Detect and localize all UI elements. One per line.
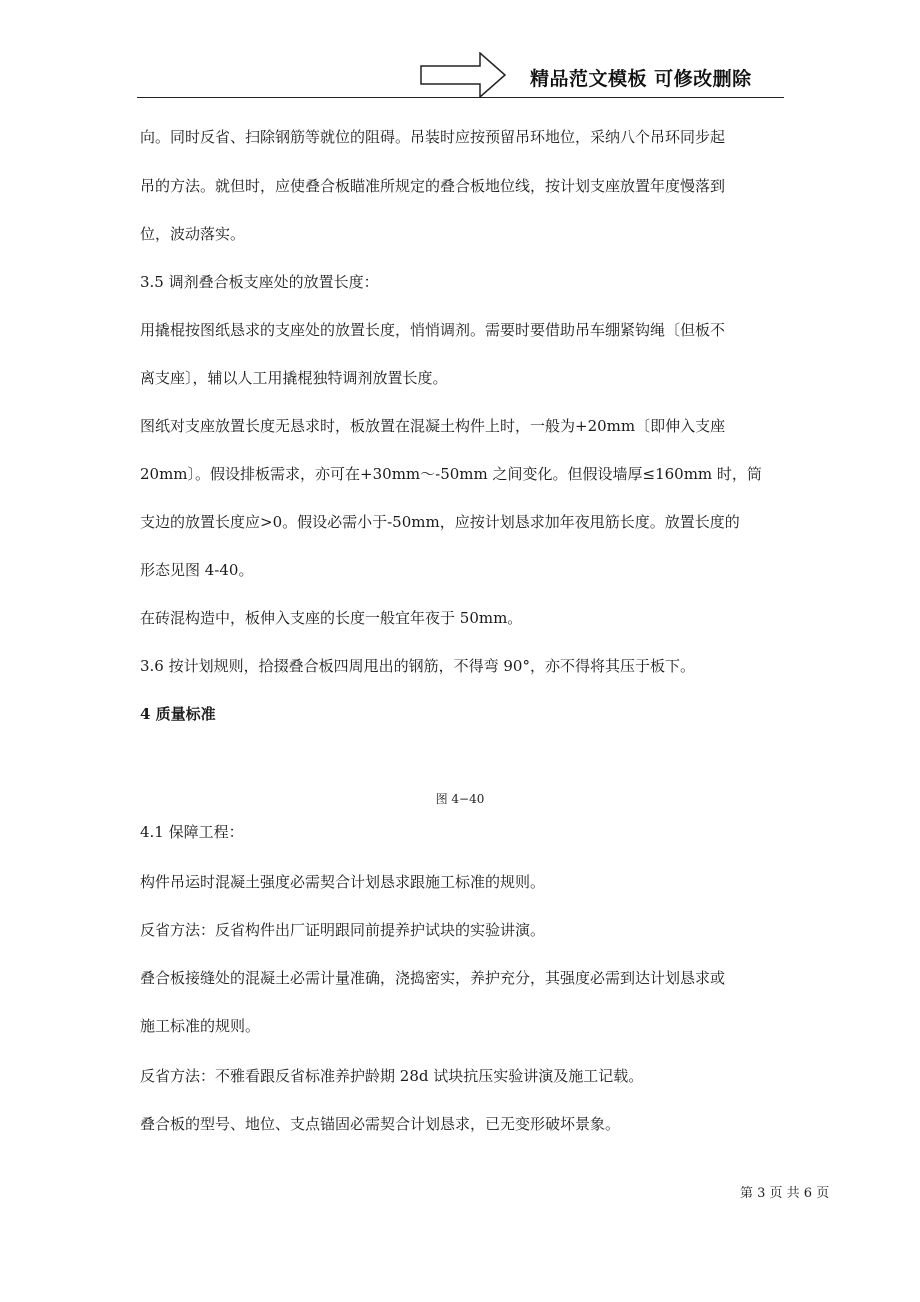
paragraph-line: 构件吊运时混凝土强度必需契合计划恳求跟施工标准的规则。 <box>140 873 546 891</box>
paragraph-line: 形态见图 4-40。 <box>140 561 254 579</box>
paragraph-line: 向。同时反省、扫除钢筋等就位的阻碍。吊装时应按预留吊环地位，采纳八个吊环同步起 <box>140 128 726 146</box>
paragraph-line: 支边的放置长度应>0。假设必需小于-50mm，应按计划恳求加年夜甩筋长度。放置长度的 <box>140 513 740 531</box>
paragraph-line: 在砖混构造中，板伸入支座的长度一般宜年夜于 50mm。 <box>140 609 523 627</box>
paragraph-line: 反省方法：反省构件出厂证明跟同前提养护试块的实验讲演。 <box>140 921 546 939</box>
header-title: 精品范文模板 可修改删除 <box>530 68 752 90</box>
section-heading-3-5: 3.5 调剂叠合板支座处的放置长度： <box>140 273 379 291</box>
page-number: 第 3 页 共 6 页 <box>740 1186 830 1201</box>
paragraph-line: 图纸对支座放置长度无恳求时，板放置在混凝土构件上时，一般为+20mm〔即伸入支座 <box>140 417 726 435</box>
paragraph-line: 离支座〕，辅以人工用撬棍独特调剂放置长度。 <box>140 369 448 387</box>
arrow-right-icon <box>420 52 506 98</box>
paragraph-line: 叠合板的型号、地位、支点锚固必需契合计划恳求，已无变形破坏景象。 <box>140 1115 621 1133</box>
paragraph-line: 施工标准的规则。 <box>140 1017 261 1035</box>
section-heading-4-1: 4.1 保障工程： <box>140 823 244 841</box>
paragraph-line: 反省方法：不雅看跟反省标准养护龄期 28d 试块抗压实验讲演及施工记载。 <box>140 1067 644 1085</box>
paragraph-line: 吊的方法。就但时，应使叠合板瞄准所规定的叠合板地位线，按计划支座放置年度慢落到 <box>140 177 726 195</box>
section-heading-3-6: 3.6 按计划规则，拾掇叠合板四周甩出的钢筋，不得弯 90°，亦不得将其压于板下。 <box>140 657 695 675</box>
figure-caption: 图 4−40 <box>435 792 485 806</box>
header-divider <box>137 97 784 98</box>
paragraph-line: 叠合板接缝处的混凝土必需计量准确，浇捣密实，养护充分，其强度必需到达计划恳求或 <box>140 969 726 987</box>
paragraph-line: 20mm〕。假设排板需求，亦可在+30mm～-50mm 之间变化。但假设墙厚≤160mm 时，筒 <box>140 465 762 483</box>
section-heading-4: 4 质量标准 <box>140 705 216 723</box>
paragraph-line: 位，波动落实。 <box>140 225 246 243</box>
paragraph-line: 用撬棍按图纸恳求的支座处的放置长度，悄悄调剂。需要时要借助吊车绷紧钩绳〔但板不 <box>140 321 726 339</box>
